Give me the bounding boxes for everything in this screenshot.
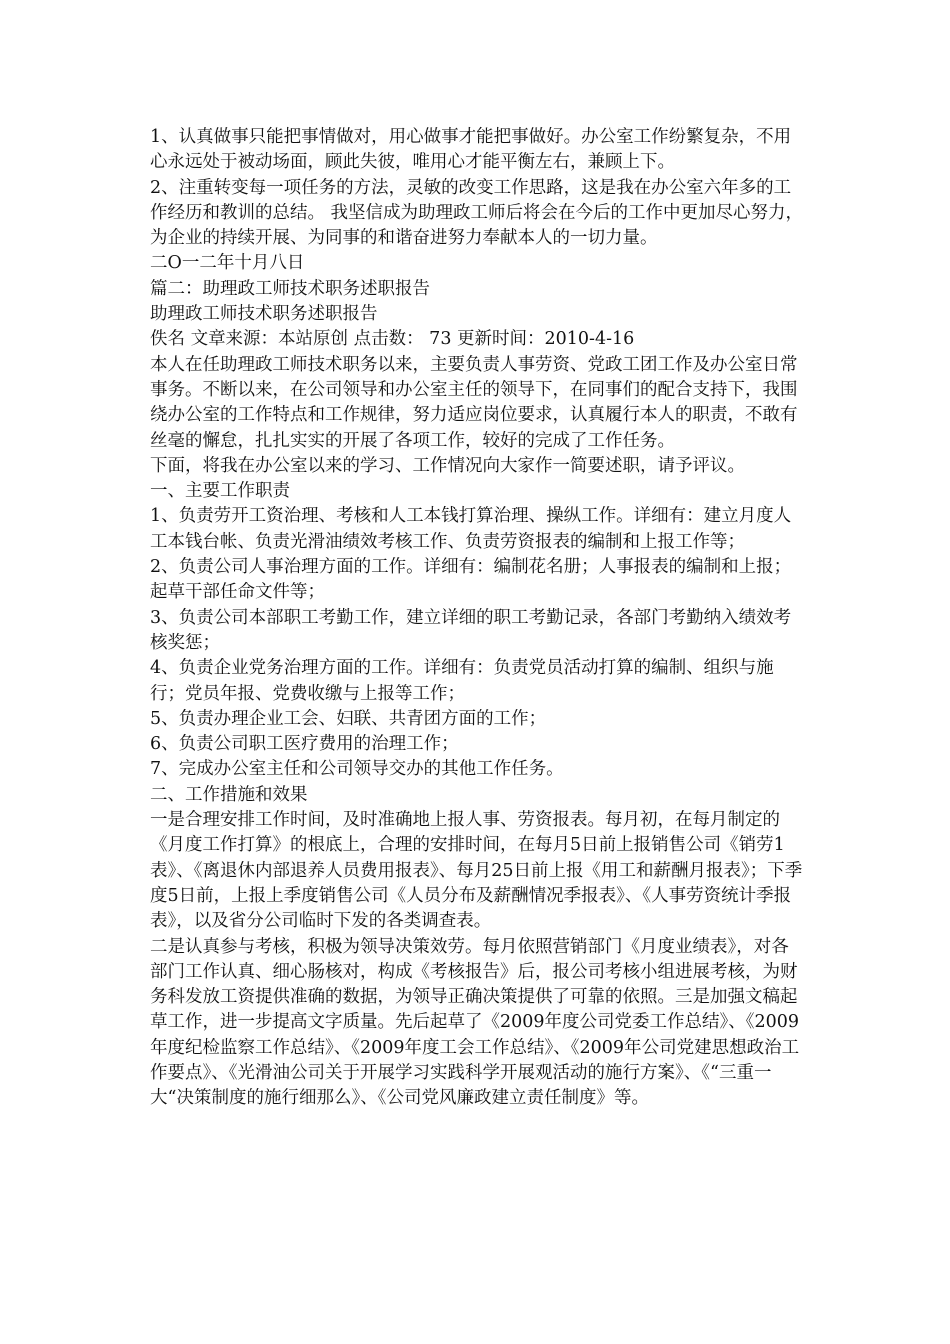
- duty-item-7: 7、完成办公室主任和公司领导交办的其他工作任务。: [150, 759, 564, 780]
- paragraph-2: 2、注重转变每一项任务的方法，灵敏的改变工作思路，这是我在办公室六年多的工作经历和教训的总结。 我坚信成为助理政工师后将会在今后的工作中更加尽心努力，为企业的持续开展、为同事的和谐奋进努力奉献本人的一切力量。: [150, 177, 804, 249]
- measure-paragraph-1: 一是合理安排工作时间，及时准确地上报人事、劳资报表。每月初，在每月制定的《月度工作打算》的根底上，合理的安排时间，在每月5日前上报销售公司《销劳1表》、《离退休内部退养人员费用报表》、每月25日前上报《用工和薪酬月报表》；下季度5日前，上报上季度销售公司《人员分布及薪酬情况季报表》、《人事劳资统计季报表》，以及省分公司临时下发的各类调查表。: [150, 810, 803, 932]
- measure-paragraph-2: 二是认真参与考核，积极为领导决策效劳。每月依照营销部门《月度业绩表》，对各部门工作认真、细心肠核对，构成《考核报告》后，报公司考核小组进展考核，为财务科发放工资提供准确的数据，为领导正确决策提供了可靠的依照。三是加强文稿起草工作，进一步提高文字质量。先后起草了《2009年度公司党委工作总结》、《2009年度纪检监察工作总结》、《2009年度工会工作总结》、《2009年公司党建思想政治工作要点》、《光滑油公司关于开展学习实践科学开展观活动的施行方案》、《“三重一大“决策制度的施行细那么》、《公司党风廉政建立责任制度》等。: [150, 936, 800, 1109]
- duty-item-1: 1、负责劳开工资治理、考核和人工本钱打算治理、操纵工作。详细有：建立月度人工本钱台帐、负责光滑油绩效考核工作、负责劳资报表的编制和上报工作等；: [150, 506, 792, 552]
- duty-item-6: 6、负责公司职工医疗费用的治理工作；: [150, 734, 459, 755]
- duty-item-4: 4、负责企业党务治理方面的工作。详细有：负责党员活动打算的编制、组织与施行；党员年报、党费收缴与上报等工作；: [150, 658, 774, 704]
- paragraph-preface: 下面，将我在办公室以来的学习、工作情况向大家作一简要述职，请予评议。: [150, 455, 745, 476]
- heading-measures: 二、工作措施和效果: [150, 784, 308, 805]
- heading-duties: 一、主要工作职责: [150, 481, 290, 502]
- article-meta: 佚名 文章来源：本站原创 点击数： 73 更新时间：2010-4-16: [150, 329, 635, 350]
- section-title: 篇二：助理政工师技术职务述职报告: [150, 278, 430, 299]
- duty-item-5: 5、负责办理企业工会、妇联、共青团方面的工作；: [150, 708, 547, 729]
- date-line: 二O一二年十月八日: [150, 253, 305, 274]
- document-body: [150, 125, 806, 1112]
- duty-item-3: 3、负责公司本部职工考勤工作，建立详细的职工考勤记录，各部门考勤纳入绩效考核奖惩；: [150, 607, 792, 653]
- paragraph-intro: 本人在任助理政工师技术职务以来，主要负责人事劳资、党政工团工作及办公室日常事务。不断以来，在公司领导和办公室主任的领导下，在同事们的配合支持下，我围绕办公室的工作特点和工作规律，努力适应岗位要求，认真履行本人的职责，不敢有丝毫的懈怠，扎扎实实的开展了各项工作，较好的完成了工作任务。: [150, 354, 798, 451]
- report-title: 助理政工师技术职务述职报告: [150, 304, 378, 325]
- paragraph-1: 1、认真做事只能把事情做对，用心做事才能把事做好。办公室工作纷繁复杂，不用心永远处于被动场面，顾此失彼，唯用心才能平衡左右，兼顾上下。: [150, 127, 792, 173]
- duty-item-2: 2、负责公司人事治理方面的工作。详细有：编制花名册；人事报表的编制和上报；起草干部任命文件等；: [150, 557, 792, 603]
